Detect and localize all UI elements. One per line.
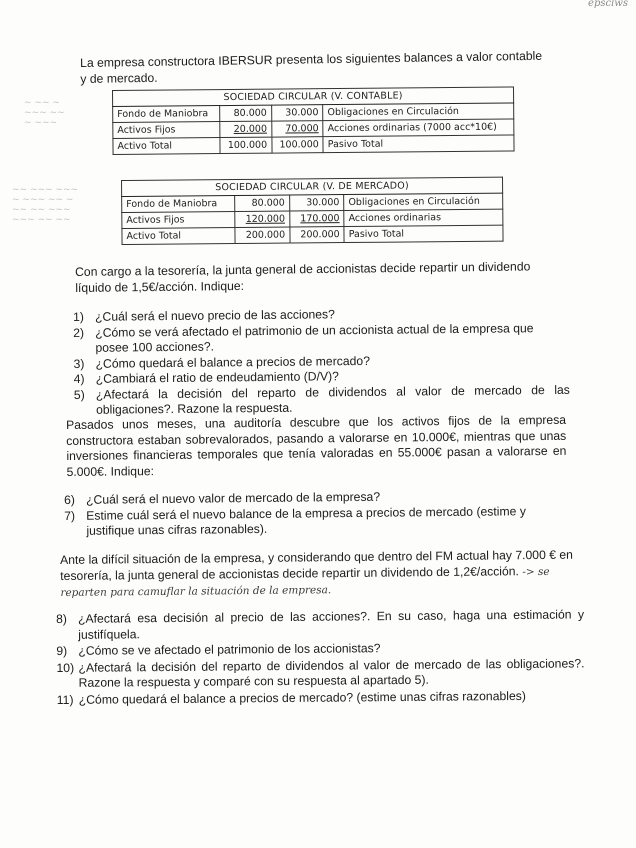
list-item: 3) ¿Cómo quedará el balance a precios de mercado? xyxy=(73,353,371,371)
corner-handwritten-note: epsclws xyxy=(588,0,628,9)
difficulty-paragraph: Ante la difícil situación de la empresa, y considerando que dentro del FM actual hay 7.000 € en tesorería, la junta general de accionistas decide repartir un dividendo de 1,2€/acción. -> se reparten para camuflar la situación de la empresa. xyxy=(60,547,573,599)
list-item: 10) ¿Afectará la decisión del reparto de dividendos al valor de mercado de las obligaciones?. Razone la respuesta y comparé con su respuesta al apartado 5). xyxy=(56,655,585,690)
list-item: 11) ¿Cómo quedará el balance a precios de mercado? (estime unas cifras razonables) xyxy=(56,688,526,707)
table-row: Activos Fijos 20.000 70.000 Acciones ordinarias (7000 acc*10€) xyxy=(113,119,514,138)
intro-paragraph: La empresa constructora IBERSUR presenta los siguientes balances a valor contable y de mercado. xyxy=(80,48,543,86)
list-item: 1) ¿Cuál será el nuevo precio de las acciones? xyxy=(73,307,335,324)
table-row: Fondo de Maniobra 80.000 30.000 Obligaciones en Circulación xyxy=(113,103,514,122)
table-title: SOCIEDAD CIRCULAR (V. CONTABLE) xyxy=(113,87,514,106)
list-item: 2) ¿Cómo se verá afectado el patrimonio de un accionista actual de la empresa que posee 100 acciones?. xyxy=(73,320,534,355)
faded-margin-note: ~ ~~ ~ ~~~ ~~ ~ ~~~ xyxy=(24,98,65,128)
balance-table-mercado xyxy=(121,177,504,245)
table-row: Activo Total 200.000 200.000 Pasivo Total xyxy=(122,225,503,244)
table-row: Fondo de Maniobra 80.000 30.000 Obligaciones en Circulación xyxy=(122,193,503,212)
table-row: Activos Fijos 120.000 170.000 Acciones ordinarias xyxy=(122,209,503,228)
list-item: 4) ¿Cambiará el ratio de endeudamiento (D/V)? xyxy=(73,369,339,386)
audit-paragraph: Pasados unos meses, una auditoría descubre que los activos fijos de la empresa constructora estaban sobrevalorados, pasando a valorarse en 10.000€, mientras que unas inversiones financieras temporales que tenía valoradas en 55.000€ pasan a valorarse en 5.000€. Indique: xyxy=(66,412,567,479)
question-list-2 xyxy=(64,488,570,540)
question-list-3 xyxy=(56,607,585,709)
list-item: 6) ¿Cuál será el nuevo valor de mercado de la empresa? xyxy=(64,489,381,507)
list-item: 8) ¿Afectará esa decisión al precio de las acciones?. En su caso, haga una estimación y justifíquela. xyxy=(56,607,585,642)
table-row: Activo Total 100.000 100.000 Pasivo Total xyxy=(113,135,514,154)
handwritten-annotation: -> se reparten para camuflar la situación de la empresa. xyxy=(60,565,550,599)
faded-margin-note: ~~ ~~~ ~~~ ~ ~~~ ~~ ~ ~~ ~~ ~~~ ~~~ ~~ ~~ xyxy=(12,185,79,225)
dividend-paragraph: Con cargo a la tesorería, la junta general de accionistas decide repartir un dividendo líquido de 1,5€/acción. Indique: xyxy=(75,259,531,295)
list-item: 5) ¿Afectará la decisión del reparto de dividendos al valor de mercado de las obligaciones?. Razone la respuesta. xyxy=(73,382,570,417)
list-item: 9) ¿Cómo se ve afectado el patrimonio de los accionistas? xyxy=(56,641,381,658)
list-item: 7) Estime cuál será el nuevo balance de la empresa a precios de mercado (estime y justifique unas cifras razonables). xyxy=(64,503,526,538)
question-list-1 xyxy=(73,305,570,419)
balance-table-contable xyxy=(112,86,515,155)
table-title: SOCIEDAD CIRCULAR (V. DE MERCADO) xyxy=(122,177,503,196)
